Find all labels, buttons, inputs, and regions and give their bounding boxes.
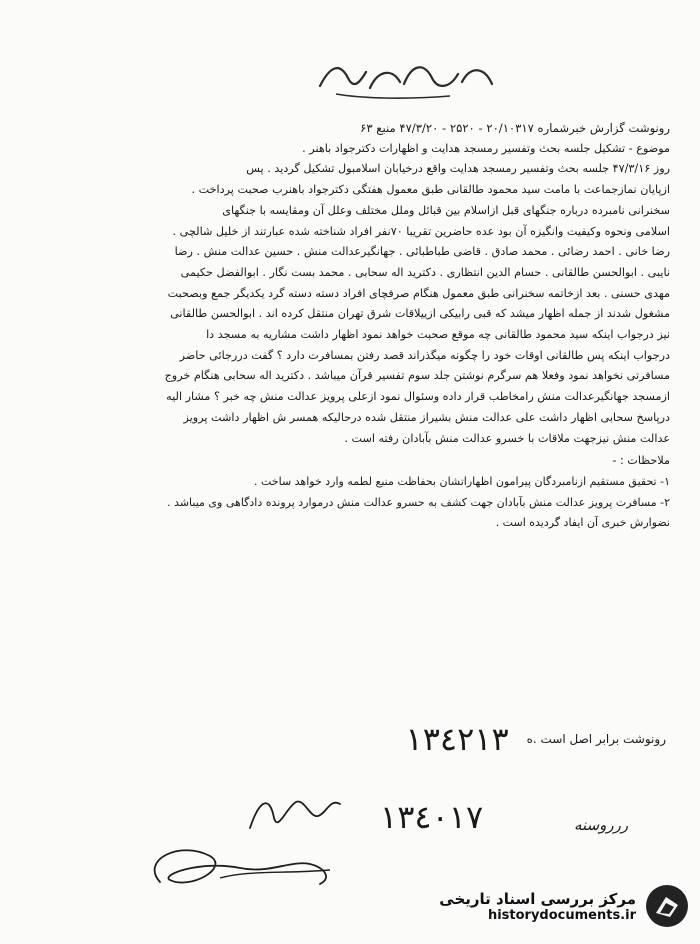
report-line: درجواب اینکه پس طالقانی اوقات خود را چگونه میگذراند قصد رفتن بمسافرت دارد ؟ گفت دررجائی حاضر: [179, 348, 670, 362]
signature-area: [0, 780, 700, 890]
archive-logo-icon: [644, 883, 690, 929]
certification-label: رونوشت برابر اصل است .ه: [526, 732, 666, 746]
handwritten-number: ١٣٤٢١٣: [405, 720, 509, 758]
handwritten-number-2: ١٣٤٠١٧: [380, 798, 484, 836]
archive-watermark: [400, 878, 690, 934]
notes-header: ملاحظات : -: [612, 454, 670, 468]
note-item: ۲- مسافرت پرویز عدالت منش بآبادان جهت کشف به حسرو عدالت منش درموارد پرونده دادگاهی وی میباشد .: [167, 495, 670, 509]
svg-text:خیلی محرمانه: خیلی محرمانه: [405, 106, 411, 107]
watermark-url: historydocuments.ir: [487, 907, 636, 923]
certification-line: [406, 720, 667, 758]
report-line: ازمسجد جهانگیرعدالت منش رامخاطب قرار داده وسئوال نمود ازعلی پرویز عدالت منش چه خبر ؟ مشار الیه: [166, 390, 670, 404]
report-line: مسافرتی نخواهد نمود وفعلا هم سرگرم نوشتن جلد سوم تفسیر قرآن میباشد . دکترید اله سحابی هنگام خروج: [164, 369, 670, 383]
report-line: مشغول شدند از جمله اظهار میشد که قبی رابیکی ازییلاقات شرق تهران منتقل کرده اند . ابوالحسن طالقانی: [170, 307, 670, 321]
report-line: درپاسخ سحابی اظهار داشت علی عدالت منش بشیراز منتقل شده درحالیکه همسر ش اظهار داشت پرویز: [183, 410, 670, 424]
report-line: عدالت منش نیزجهت ملاقات با خسرو عدالت منش بآبادان رفته است .: [344, 431, 670, 445]
handwritten-note: ررروسنه: [574, 816, 629, 834]
note-item: نضوارش خبری آن ایفاد گردیده است .: [495, 516, 670, 530]
report-reference-line: رونوشت گزارش خبرشماره ۲۰/۱۰۳۱۷ - ۲۵۲۰ - ۴۷/۳/۲۰ منبع ۶۳: [360, 121, 670, 135]
report-body: [38, 118, 670, 534]
watermark-title: مرکز بررسی اسناد تاریخی: [439, 889, 636, 908]
signature-large: [120, 820, 360, 900]
report-line: مهدی حسنی . بعد ازخاتمه سخنرانی طبق معمول هنگام صرفچای افراد دسته دسته گرد یکدیگر جمع وبصحبت: [167, 286, 670, 300]
watermark-text: [439, 890, 636, 923]
report-line: نیز درجواب اینکه سید محمود طالقانی چه موقع صحبت خواهد نمود اظهار داشت مشاریه به مسجد دا: [206, 328, 670, 342]
report-line: اسلامی ونحوه وکیفیت وانگیزه آن بود عده حاضرین تقریبا ۷۰نفر افراد شناخته شده عبارتند از خلیل شالچی .: [172, 224, 670, 238]
report-line: ازپایان نمازجماعت با مامت سید محمود طالقانی طبق معمول هفتگی دکترجواد باهنرب صحبت پرداخت .: [191, 183, 670, 197]
report-line: رضا خانی . احمد رضائی . محمد صادق . قاضی طباطبائی . جهانگیرعدالت منش . حسین عدالت منش . رضا: [174, 245, 670, 259]
note-item: ۱- تحقیق مستقیم ازنامبردگان پیرامون اظهاراتشان بحفاظت منبع لطمه وارد خواهد ساخت .: [254, 474, 670, 488]
report-line: روز ۴۷/۳/۱۶ جلسه بحث وتفسیر رمسجد هدایت واقع درخیابان اسلامبول تشکیل گردید . پس: [246, 162, 670, 176]
classification-scrawl: [300, 48, 510, 108]
report-subject-line: موضوع - تشکیل جلسه بحث وتفسیر رمسجد هدایت و اظهارات دکترجواد باهنر .: [302, 141, 670, 155]
report-line: نایبی . ابوالحسن طالقانی . حسام الدین انتظاری . دکترید اله سحابی . محمد بست نگار . ابوالفضل حکیمی: [180, 265, 670, 279]
report-line: سخنرانی نامبرده درباره جنگهای قبل ازاسلام بین قبائل وملل مختلف وعلل آن ومقایسه با جنگهای: [222, 203, 670, 217]
